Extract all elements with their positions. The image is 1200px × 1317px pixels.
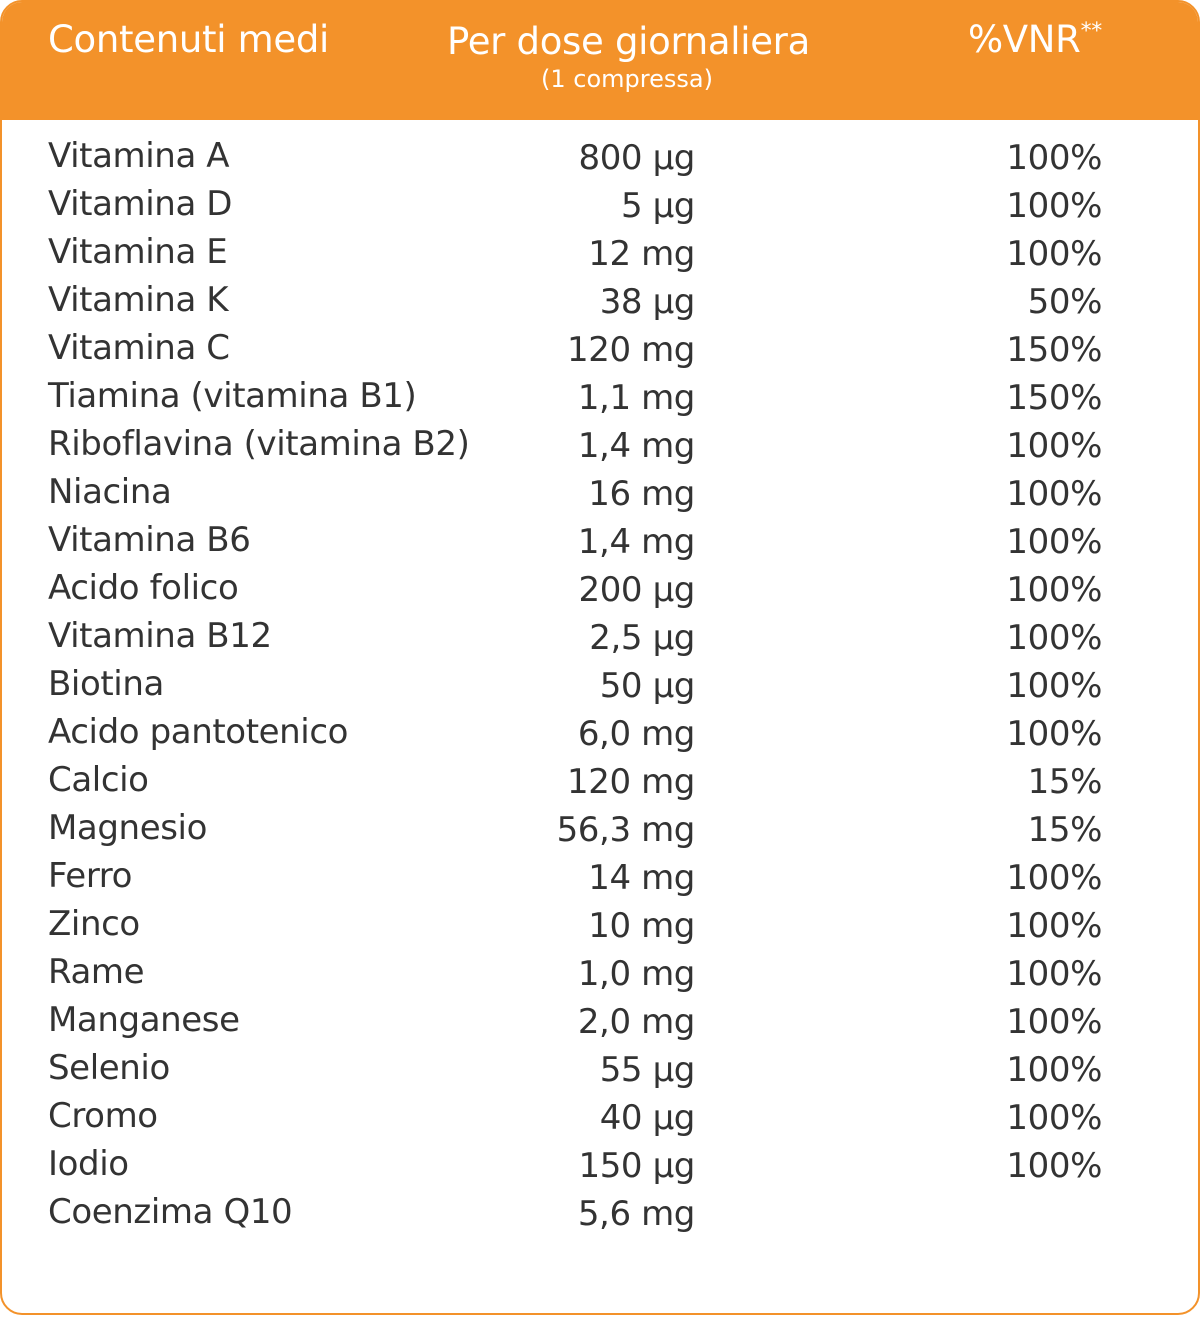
table-row	[2, 804, 1198, 852]
nutrient-name: Calcio	[48, 760, 149, 800]
nutrient-amount: 2,0 mg	[577, 1002, 695, 1042]
nutrient-vnr: 100%	[1006, 858, 1102, 898]
table-row	[2, 564, 1198, 612]
table-row	[2, 180, 1198, 228]
table-row	[2, 1044, 1198, 1092]
header-vnr-label: %VNR	[967, 18, 1081, 61]
table-body	[2, 132, 1198, 1236]
nutrient-amount: 14 mg	[588, 858, 695, 898]
table-row	[2, 612, 1198, 660]
nutrient-vnr: 100%	[1006, 186, 1102, 226]
nutrient-amount: 1,0 mg	[577, 954, 695, 994]
table-row	[2, 420, 1198, 468]
nutrient-name: Selenio	[48, 1048, 170, 1088]
nutrient-vnr: 100%	[1006, 1002, 1102, 1042]
nutrient-name: Vitamina K	[48, 280, 229, 320]
nutrient-vnr: 100%	[1006, 666, 1102, 706]
table-row	[2, 900, 1198, 948]
table-row	[2, 228, 1198, 276]
nutrient-vnr: 100%	[1006, 426, 1102, 466]
nutrient-name: Niacina	[48, 472, 172, 512]
nutrient-name: Riboflavina (vitamina B2)	[48, 424, 470, 464]
nutrient-name: Magnesio	[48, 808, 207, 848]
nutrient-vnr: 100%	[1006, 906, 1102, 946]
nutrient-name: Coenzima Q10	[48, 1192, 293, 1232]
nutrient-amount: 1,4 mg	[577, 426, 695, 466]
nutrient-name: Vitamina E	[48, 232, 228, 272]
nutrient-amount: 120 mg	[566, 330, 695, 370]
nutrient-amount: 10 mg	[588, 906, 695, 946]
nutrient-name: Vitamina C	[48, 328, 230, 368]
nutrient-name: Biotina	[48, 664, 164, 704]
table-row	[2, 708, 1198, 756]
nutrient-vnr: 50%	[1027, 282, 1102, 322]
nutrient-amount: 55 µg	[599, 1050, 695, 1090]
nutrient-name: Vitamina A	[48, 136, 230, 176]
table-row	[2, 756, 1198, 804]
nutrient-vnr: 100%	[1006, 522, 1102, 562]
nutrient-amount: 120 mg	[566, 762, 695, 802]
nutrient-name: Manganese	[48, 1000, 240, 1040]
nutrient-name: Ferro	[48, 856, 133, 896]
nutrient-vnr: 150%	[1006, 330, 1102, 370]
nutrient-amount: 2,5 µg	[589, 618, 695, 658]
nutrient-amount: 16 mg	[588, 474, 695, 514]
table-row	[2, 324, 1198, 372]
nutrient-vnr: 100%	[1006, 618, 1102, 658]
nutrient-name: Cromo	[48, 1096, 158, 1136]
header-daily-dose-sublabel: (1 compressa)	[541, 65, 713, 93]
header-daily-dose-label: Per dose giornaliera	[447, 20, 810, 63]
nutrient-vnr: 100%	[1006, 714, 1102, 754]
nutrient-vnr: 15%	[1027, 810, 1102, 850]
nutrient-name: Rame	[48, 952, 145, 992]
nutrient-vnr: 150%	[1006, 378, 1102, 418]
header-daily-dose	[447, 18, 810, 94]
nutrient-amount: 800 µg	[578, 138, 695, 178]
table-row	[2, 276, 1198, 324]
nutrient-name: Zinco	[48, 904, 140, 944]
nutrient-vnr: 100%	[1006, 474, 1102, 514]
nutrient-amount: 50 µg	[599, 666, 695, 706]
nutrient-amount: 1,1 mg	[577, 378, 695, 418]
header-vnr-footnote-mark: **	[1080, 19, 1102, 44]
nutrient-amount: 38 µg	[599, 282, 695, 322]
table-row	[2, 996, 1198, 1044]
nutrient-amount: 5,6 mg	[577, 1194, 695, 1234]
nutrient-amount: 200 µg	[578, 570, 695, 610]
nutrient-amount: 5 µg	[620, 186, 695, 226]
header-vnr	[968, 18, 1102, 61]
nutrient-vnr: 15%	[1027, 762, 1102, 802]
nutrient-amount: 6,0 mg	[577, 714, 695, 754]
table-row	[2, 468, 1198, 516]
table-row	[2, 852, 1198, 900]
nutrient-name: Acido pantotenico	[48, 712, 349, 752]
nutrient-vnr: 100%	[1006, 138, 1102, 178]
nutrient-vnr: 100%	[1006, 1098, 1102, 1138]
table-row	[2, 1140, 1198, 1188]
nutrient-amount: 1,4 mg	[577, 522, 695, 562]
nutrient-vnr: 100%	[1006, 954, 1102, 994]
table-row	[2, 948, 1198, 996]
nutrient-amount: 150 µg	[578, 1146, 695, 1186]
table-row	[2, 132, 1198, 180]
table-row	[2, 660, 1198, 708]
nutrient-name: Vitamina B6	[48, 520, 251, 560]
nutrient-name: Tiamina (vitamina B1)	[48, 376, 417, 416]
table-header	[2, 2, 1198, 120]
table-row	[2, 516, 1198, 564]
table-row	[2, 1188, 1198, 1236]
table-row	[2, 1092, 1198, 1140]
nutrient-vnr: 100%	[1006, 570, 1102, 610]
nutrient-name: Vitamina D	[48, 184, 233, 224]
table-row	[2, 372, 1198, 420]
nutrient-amount: 40 µg	[599, 1098, 695, 1138]
nutrient-name: Vitamina B12	[48, 616, 272, 656]
nutrient-amount: 56,3 mg	[556, 810, 695, 850]
nutrient-vnr: 100%	[1006, 1146, 1102, 1186]
nutrient-vnr: 100%	[1006, 1050, 1102, 1090]
nutrient-name: Iodio	[48, 1144, 129, 1184]
nutrient-vnr: 100%	[1006, 234, 1102, 274]
header-contents: Contenuti medi	[48, 18, 330, 61]
nutrient-name: Acido folico	[48, 568, 239, 608]
nutrient-amount: 12 mg	[588, 234, 695, 274]
